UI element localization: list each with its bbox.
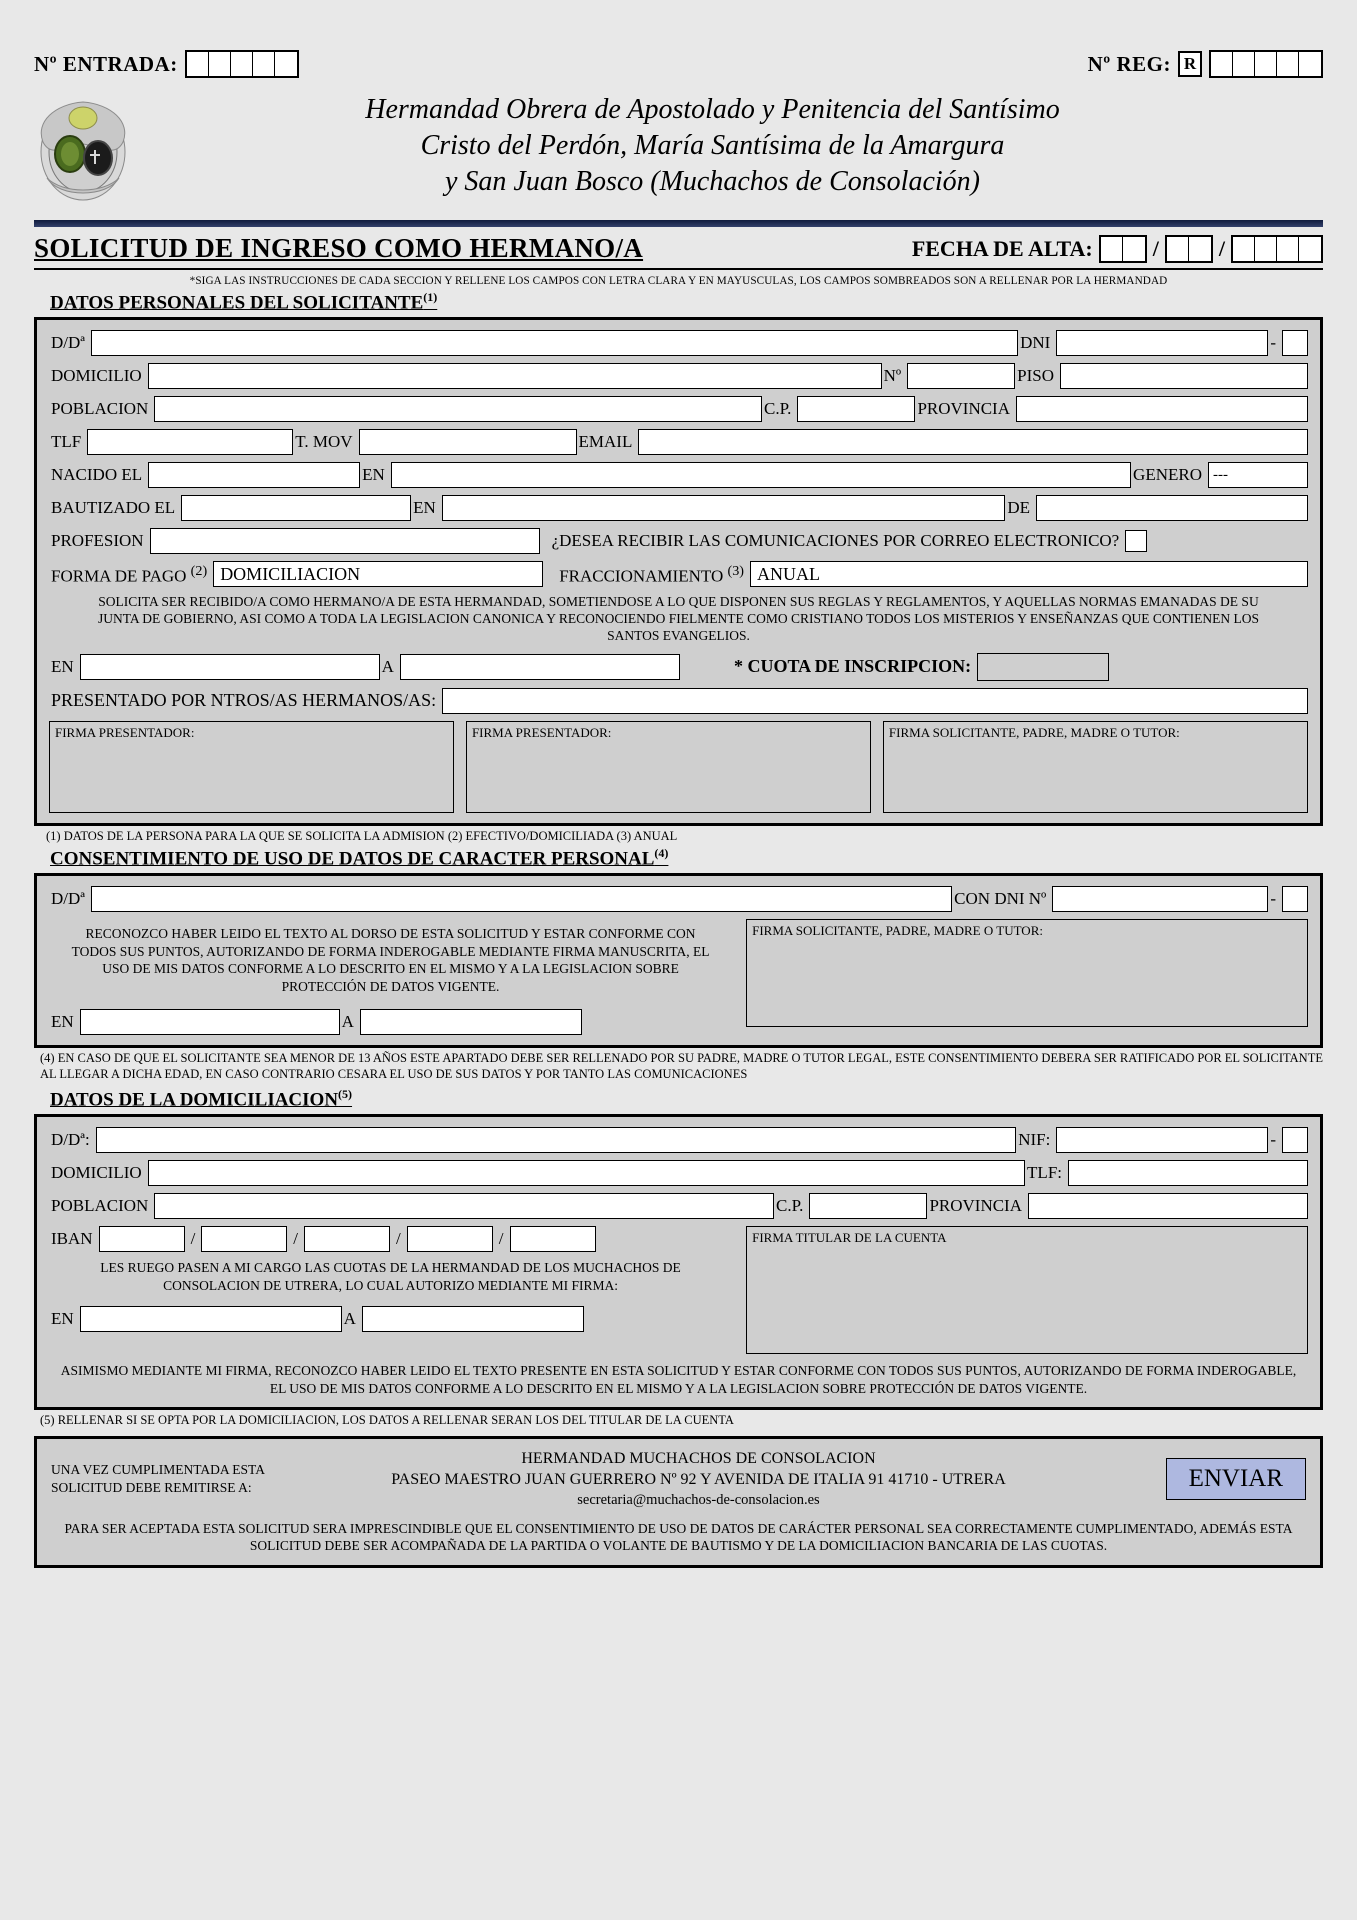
input-consent-a[interactable] <box>360 1009 582 1035</box>
fecha-anio-cell[interactable] <box>1299 237 1321 261</box>
label-titular-nif: NIF: <box>1018 1130 1051 1150</box>
iban-slash-3: / <box>396 1229 401 1249</box>
row-lugar-fecha <box>49 653 1308 681</box>
input-profesion[interactable] <box>150 528 540 554</box>
row-titular-nombre <box>49 1127 1308 1153</box>
input-poblacion[interactable] <box>154 396 762 422</box>
input-titular-tlf[interactable] <box>1068 1160 1308 1186</box>
label-tmov: T. MOV <box>295 432 353 452</box>
entrada-cell[interactable] <box>253 52 275 76</box>
input-tmov[interactable] <box>359 429 577 455</box>
select-forma-pago[interactable]: DOMICILIACION <box>213 561 543 587</box>
input-a-fecha[interactable] <box>400 654 680 680</box>
label-consent-nombre: D/Dª <box>51 889 85 909</box>
fecha-anio-boxes[interactable] <box>1231 235 1323 263</box>
row-titular-domicilio <box>49 1160 1308 1186</box>
label-provincia: PROVINCIA <box>917 399 1010 419</box>
domic-consent-text: ASIMISMO MEDIANTE MI FIRMA, RECONOZCO HABER LEIDO EL TEXTO PRESENTE EN ESTA SOLICITUD Y ESTAR CONFORME CON TODOS SUS PUNTOS, AUTORIZANDO DE FORMA INDEROGABLE, EL USO DE MIS DATOS CONFORME A LO DESCRITO EN EL MISMO Y A LA LEGISLACION SOBRE PROTECCIÓN DE DATOS VIGENTE. <box>60 1363 1297 1396</box>
signature-presentador-1-caption: FIRMA PRESENTADOR: <box>55 724 195 740</box>
reg-boxes[interactable] <box>1209 50 1323 78</box>
iban-and-signature <box>49 1226 1308 1354</box>
label-bautizado-de: DE <box>1007 498 1030 518</box>
section3-heading-text: DATOS DE LA DOMICILIACION <box>50 1089 339 1111</box>
row-domic-lugar <box>49 1306 732 1332</box>
entrada-cell[interactable] <box>209 52 231 76</box>
input-domic-a[interactable] <box>362 1306 584 1332</box>
brand-header <box>34 86 1323 214</box>
entrada-boxes[interactable] <box>185 50 299 78</box>
page-title: SOLICITUD DE INGRESO COMO HERMANO/A <box>34 233 644 263</box>
input-provincia[interactable] <box>1016 396 1308 422</box>
input-titular-provincia[interactable] <box>1028 1193 1308 1219</box>
section2-footnote: (4) EN CASO DE QUE EL SOLICITANTE SEA MENOR DE 13 AÑOS ESTE APARTADO DEBE SER RELLENADO POR SU PADRE, MADRE O TUTOR LEGAL, ESTE CONSENTIMIENTO DEBERA SER RATIFICADO POR EL SOLICITANTE AL LLEGAR A DICHA EDAD, EN CASO CONTRARIO CESARA EL USO DE SUS DATOS Y POR TANTO LAS COMUNICACIONES <box>40 1051 1323 1082</box>
header-rule <box>34 220 1323 227</box>
label-domic-a: A <box>343 1309 356 1329</box>
label-dni: DNI <box>1020 333 1051 353</box>
section3-heading <box>50 1087 1323 1111</box>
input-parroquia-bautismo[interactable] <box>1036 495 1308 521</box>
label-forma-pago <box>49 563 213 587</box>
entrada-label: Nº ENTRADA: <box>34 51 178 76</box>
label-titular-provincia: PROVINCIA <box>929 1196 1022 1216</box>
declaracion-text: SOLICITA SER RECIBIDO/A COMO HERMANO/A DE ESTA HERMANDAD, SOMETIENDOSE A LO QUE DISPONEN SUS REGLAS Y REGLAMENTOS, Y AQUELLAS NORMAS EMANADAS DE SU JUNTA DE GOBIERNO, ASI COMO A TODA LA LEGISLACION CANONICA Y RECONOCIENDO FIELMENTE COMO CRISTIANO TODOS LOS MISTERIOS Y ENSEÑANZAS QUE CONTIENEN LOS SANTOS EVANGELIOS. <box>97 594 1260 644</box>
signature-consent-caption: FIRMA SOLICITANTE, PADRE, MADRE O TUTOR: <box>752 923 1043 939</box>
input-domic-en[interactable] <box>80 1306 342 1332</box>
label-email: EMAIL <box>578 432 633 452</box>
titular-nif-dash: - <box>1270 1130 1276 1150</box>
section3-panel <box>34 1114 1323 1410</box>
row-telefonos <box>49 429 1308 455</box>
signature-titular-cuenta[interactable] <box>746 1226 1308 1354</box>
label-piso: PISO <box>1017 366 1054 386</box>
signature-consent[interactable] <box>746 919 1308 1027</box>
label-cp: C.P. <box>764 399 792 419</box>
label-titular-nombre: D/Dª: <box>51 1130 90 1150</box>
label-poblacion: POBLACION <box>51 399 149 419</box>
firmas-row <box>49 721 1308 813</box>
title-line-2: Cristo del Perdón, María Santísima de la Amargura <box>420 129 1005 161</box>
row-profesion <box>49 528 1308 554</box>
label-en-lugar: EN <box>51 656 74 676</box>
section1-panel <box>34 317 1323 826</box>
iban-slash-4: / <box>498 1229 504 1249</box>
input-cp[interactable] <box>797 396 915 422</box>
dni-dash: - <box>1270 333 1276 353</box>
input-titular-cp[interactable] <box>809 1193 927 1219</box>
consent-body <box>49 919 1308 1035</box>
form-title-bar <box>34 233 1323 264</box>
input-iban-1[interactable] <box>99 1226 185 1252</box>
label-cuota-inscripcion: * CUOTA DE INSCRIPCION: <box>733 656 972 677</box>
label-consent-a: A <box>341 1012 354 1032</box>
section2-heading <box>50 846 1323 870</box>
fecha-anio-cell[interactable] <box>1255 237 1277 261</box>
checkbox-comunicaciones-email[interactable] <box>1125 530 1147 552</box>
iban-slash-1: / <box>190 1229 196 1249</box>
reg-cell[interactable] <box>1299 52 1321 76</box>
footer-top-row <box>51 1449 1306 1509</box>
fecha-alta-label: FECHA DE ALTA: <box>911 235 1093 261</box>
input-lugar-nacimiento[interactable] <box>391 462 1131 488</box>
reg-cell[interactable] <box>1211 52 1233 76</box>
select-genero[interactable]: --- <box>1208 462 1308 488</box>
label-titular-cp: C.P. <box>776 1196 804 1216</box>
input-iban-4[interactable] <box>407 1226 493 1252</box>
reg-cell[interactable] <box>1277 52 1299 76</box>
footer-address <box>321 1449 1076 1509</box>
label-fraccionamiento <box>557 563 750 587</box>
input-tlf[interactable] <box>87 429 293 455</box>
row-poblacion <box>49 396 1308 422</box>
label-nacido-en: EN <box>362 465 385 485</box>
input-iban-5[interactable] <box>510 1226 596 1252</box>
input-titular-domicilio[interactable] <box>148 1160 1025 1186</box>
label-consent-en: EN <box>51 1012 74 1032</box>
footer-email[interactable]: secretaria@muchachos-de-consolacion.es <box>577 1491 820 1508</box>
fecha-dia-cell[interactable] <box>1101 237 1123 261</box>
input-domicilio[interactable] <box>148 363 882 389</box>
label-domic-en: EN <box>51 1309 74 1329</box>
footer-panel <box>34 1436 1323 1568</box>
footer-send-wrap <box>1076 1458 1306 1500</box>
section2-heading-text: CONSENTIMIENTO DE USO DE DATOS DE CARACTER PERSONAL <box>50 848 655 870</box>
row-presentado-por <box>49 688 1308 714</box>
signature-solicitante-caption: FIRMA SOLICITANTE, PADRE, MADRE O TUTOR: <box>888 724 1180 740</box>
iban-slash-2: / <box>293 1229 299 1249</box>
row-consent-nombre <box>49 886 1308 912</box>
input-nombre[interactable] <box>91 330 1018 356</box>
label-bautizado-en: EN <box>413 498 436 518</box>
consent-left <box>49 919 732 1035</box>
label-a-fecha: A <box>381 656 394 676</box>
form-instructions: *SIGA LAS INSTRUCCIONES DE CADA SECCION Y RELLENE LOS CAMPOS CON LETRA CLARA Y EN MAYUSCULAS, LOS CAMPOS SOMBREADOS SON A RELLENAR POR LA HERMANDAD <box>189 275 1168 287</box>
row-nombre <box>49 330 1308 356</box>
section1-footnote: (1) DATOS DE LA PERSONA PARA LA QUE SE SOLICITA LA ADMISION (2) EFECTIVO/DOMICILIADA (3) ANUAL <box>46 828 678 843</box>
enviar-button[interactable]: ENVIAR <box>1166 1458 1306 1500</box>
entrada-cell[interactable] <box>231 52 253 76</box>
label-consent-dni: CON DNI Nº <box>954 889 1047 909</box>
label-genero: GENERO <box>1133 465 1202 485</box>
label-titular-poblacion: POBLACION <box>51 1196 149 1216</box>
row-nacimiento <box>49 462 1308 488</box>
label-nacido-el: NACIDO EL <box>51 465 143 485</box>
footer-remitir-line1: UNA VEZ CUMPLIMENTADA ESTA <box>51 1462 265 1478</box>
iban-authorization-text: LES RUEGO PASEN A MI CARGO LAS CUOTAS DE LA HERMANDAD DE LOS MUCHACHOS DE CONSOLACION DE UTRERA, LO CUAL AUTORIZO MEDIANTE MI FIRMA: <box>100 1260 681 1293</box>
footer-remitir <box>51 1461 321 1497</box>
section3-footnote: (5) RELLENAR SI SE OPTA POR LA DOMICILIACION, LOS DATOS A RELLENAR SERAN LOS DEL TITULAR DE LA CUENTA <box>40 1413 734 1428</box>
reg-prefix: R <box>1178 51 1202 77</box>
signature-presentador-2-caption: FIRMA PRESENTADOR: <box>471 724 612 740</box>
select-fraccionamiento[interactable]: ANUAL <box>750 561 1308 587</box>
reg-label: Nº REG: <box>1087 51 1171 76</box>
row-iban <box>49 1226 732 1252</box>
signature-solicitante[interactable] <box>883 721 1308 813</box>
fecha-dia-cell[interactable] <box>1123 237 1145 261</box>
entrada-group <box>34 50 299 78</box>
input-consent-en[interactable] <box>80 1009 340 1035</box>
reg-cell[interactable] <box>1255 52 1277 76</box>
input-fecha-bautismo[interactable] <box>181 495 411 521</box>
footer-address-line2: PASEO MAESTRO JUAN GUERRERO Nº 92 Y AVENIDA DE ITALIA 91 41710 - UTRERA <box>391 1470 1006 1488</box>
fecha-mes-cell[interactable] <box>1189 237 1211 261</box>
fecha-separator: / <box>1152 235 1159 261</box>
input-en-lugar[interactable] <box>80 654 380 680</box>
input-dni-letra[interactable] <box>1282 330 1308 356</box>
label-numero: Nº <box>883 366 902 386</box>
label-profesion: PROFESION <box>51 531 144 551</box>
section1-heading-text: DATOS PERSONALES DEL SOLICITANTE <box>50 292 424 314</box>
label-fraccionamiento-text: FRACCIONAMIENTO <box>559 566 724 586</box>
input-piso[interactable] <box>1060 363 1308 389</box>
label-titular-domicilio: DOMICILIO <box>51 1163 142 1183</box>
input-numero[interactable] <box>907 363 1015 389</box>
fecha-mes-boxes[interactable] <box>1165 235 1213 263</box>
footer-address-line1: HERMANDAD MUCHACHOS DE CONSOLACION <box>521 1450 876 1468</box>
input-lugar-bautismo[interactable] <box>442 495 1005 521</box>
label-forma-pago-sup: (2) <box>190 562 208 579</box>
reg-cell[interactable] <box>1233 52 1255 76</box>
row-pago <box>49 561 1308 587</box>
input-titular-nif[interactable] <box>1056 1127 1268 1153</box>
input-consent-dni[interactable] <box>1052 886 1268 912</box>
footer-disclaimer: PARA SER ACEPTADA ESTA SOLICITUD SERA IMPRESCINDIBLE QUE EL CONSENTIMIENTO DE USO DE DATOS DE CARÁCTER PERSONAL SEA CORRECTAMENTE CUMPLIMENTADO, ADEMÁS ESTA SOLICITUD DEBE SER ACOMPAÑADA DE LA PARTIDA O VOLANTE DE BAUTISMO Y DE LA DOMICILIACION BANCARIA DE LAS CUOTAS. <box>64 1520 1293 1554</box>
label-presentado-por: PRESENTADO POR NTROS/AS HERMANOS/AS: <box>51 690 437 711</box>
label-tlf: TLF <box>51 432 82 452</box>
top-bar <box>34 0 1323 78</box>
label-iban: IBAN <box>51 1229 93 1249</box>
entrada-cell[interactable] <box>187 52 209 76</box>
hermandad-title <box>132 86 1323 199</box>
section3-heading-sup: (5) <box>338 1086 353 1101</box>
input-consent-nombre[interactable] <box>91 886 952 912</box>
hermandad-crest-icon <box>34 86 132 214</box>
label-comunicaciones-email: ¿DESEA RECIBIR LAS COMUNICACIONES POR CORREO ELECTRONICO? <box>551 531 1120 551</box>
row-domicilio <box>49 363 1308 389</box>
input-presentado-por[interactable] <box>442 688 1308 714</box>
label-titular-tlf: TLF: <box>1027 1163 1062 1183</box>
section1-heading <box>50 290 1323 314</box>
entrada-cell[interactable] <box>275 52 297 76</box>
fecha-dia-boxes[interactable] <box>1099 235 1147 263</box>
input-dni[interactable] <box>1056 330 1268 356</box>
section1-heading-sup: (1) <box>423 290 438 304</box>
registro-group <box>1088 50 1323 78</box>
row-bautismo <box>49 495 1308 521</box>
fecha-mes-cell[interactable] <box>1167 237 1189 261</box>
label-forma-pago-text: FORMA DE PAGO <box>51 566 187 586</box>
fecha-anio-cell[interactable] <box>1277 237 1299 261</box>
label-domicilio: DOMICILIO <box>51 366 142 386</box>
input-email[interactable] <box>638 429 1308 455</box>
title-line-3: y San Juan Bosco (Muchachos de Consolación) <box>445 165 980 197</box>
fecha-alta-group <box>912 235 1323 263</box>
section2-panel <box>34 873 1323 1048</box>
label-bautizado-el: BAUTIZADO EL <box>51 498 176 518</box>
input-fecha-nacimiento[interactable] <box>148 462 360 488</box>
consent-dni-dash: - <box>1270 889 1276 909</box>
title-line-1: Hermandad Obrera de Apostolado y Penitencia del Santísimo <box>365 94 1060 125</box>
consent-text: RECONOZCO HABER LEIDO EL TEXTO AL DORSO DE ESTA SOLICITUD Y ESTAR CONFORME CON TODOS SUS PUNTOS, AUTORIZANDO DE FORMA INDEROGABLE MEDIANTE FIRMA MANUSCRITA, EL USO DE MIS DATOS CONFORME A LO DESCRITO EN EL MISMO Y A LA LEGISLACION SOBRE PROTECCIÓN DE DATOS VIGENTE. <box>71 926 710 994</box>
input-titular-nif-letra[interactable] <box>1282 1127 1308 1153</box>
row-consent-lugar <box>49 1009 732 1035</box>
label-fraccionamiento-sup: (3) <box>727 562 744 579</box>
row-titular-poblacion <box>49 1193 1308 1219</box>
title-underline <box>34 268 1323 270</box>
signature-titular-caption: FIRMA TITULAR DE LA CUENTA <box>752 1230 947 1246</box>
input-iban-2[interactable] <box>201 1226 287 1252</box>
input-iban-3[interactable] <box>304 1226 390 1252</box>
label-nombre: D/Dª <box>51 333 85 353</box>
fecha-anio-cell[interactable] <box>1233 237 1255 261</box>
signature-presentador-2[interactable] <box>466 721 871 813</box>
input-consent-dni-letra[interactable] <box>1282 886 1308 912</box>
field-cuota-inscripcion <box>977 653 1109 681</box>
footer-remitir-line2: SOLICITUD DEBE REMITIRSE A: <box>51 1480 252 1496</box>
input-titular-poblacion[interactable] <box>154 1193 774 1219</box>
iban-block <box>49 1226 732 1332</box>
section2-heading-sup: (4) <box>654 845 669 860</box>
fecha-separator-2: / <box>1218 235 1225 261</box>
signature-presentador-1[interactable] <box>49 721 454 813</box>
input-titular-nombre[interactable] <box>96 1127 1017 1153</box>
